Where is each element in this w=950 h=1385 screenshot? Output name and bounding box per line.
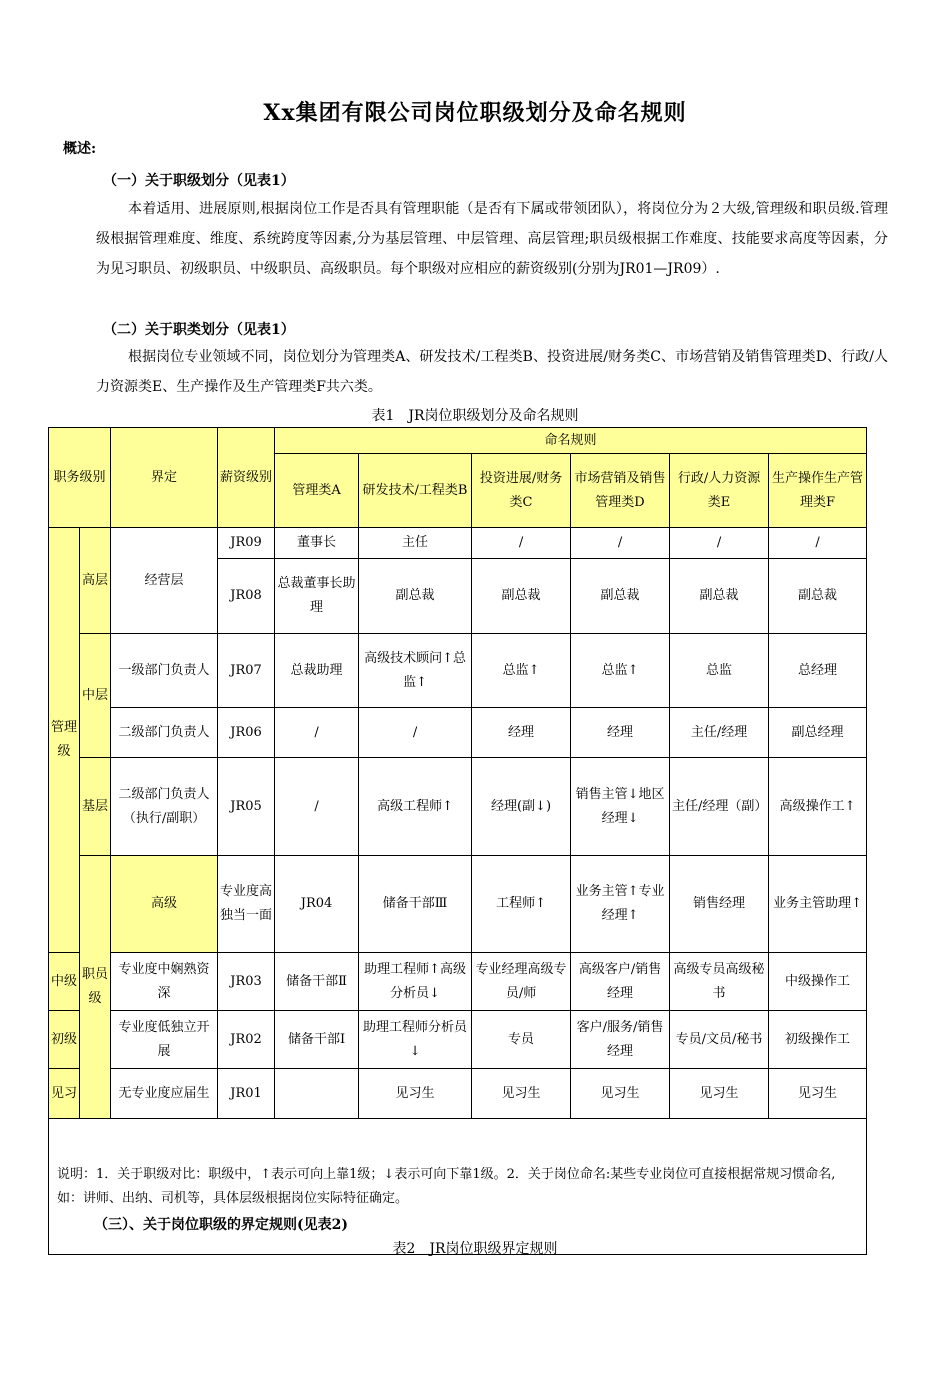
cell: 中级操作工 bbox=[769, 953, 867, 1011]
header-level: 职务级别 bbox=[49, 428, 111, 528]
cell: 储备干部Ⅰ bbox=[275, 1011, 359, 1069]
section-2-heading: （二）关于职类划分（见表1） bbox=[103, 322, 295, 338]
level-middle: 中级 bbox=[49, 953, 80, 1011]
cell: 主任 bbox=[359, 528, 472, 559]
level-intern: 见习 bbox=[49, 1069, 80, 1119]
cell: 经理(副↓) bbox=[472, 758, 571, 856]
header-salary: 薪资级别 bbox=[218, 428, 275, 528]
cell: 客户/服务/销售经理 bbox=[571, 1011, 670, 1069]
cell: 见习生 bbox=[769, 1069, 867, 1119]
table-1-caption: 表1 JR岗位职级划分及命名规则 bbox=[371, 408, 579, 424]
section-1-heading: （一）关于职级划分（见表1） bbox=[103, 173, 295, 189]
cell: 助理工程师↑高级分析员↓ bbox=[359, 953, 472, 1011]
cell: JR09 bbox=[218, 528, 275, 559]
cell: 副总裁 bbox=[571, 559, 670, 634]
cell: JR02 bbox=[218, 1011, 275, 1069]
define-dept2b: 二级部门负责人（执行/副职） bbox=[111, 758, 218, 856]
cell: 专员 bbox=[472, 1011, 571, 1069]
cell: 主任/经理 bbox=[670, 708, 769, 758]
cell: JR08 bbox=[218, 559, 275, 634]
table-note-row bbox=[49, 1119, 867, 1255]
cell: 经理 bbox=[472, 708, 571, 758]
cell: / bbox=[472, 528, 571, 559]
table-row bbox=[49, 1069, 867, 1119]
cell: 见习生 bbox=[670, 1069, 769, 1119]
cell: 总监 bbox=[670, 634, 769, 708]
cell: 总监↑ bbox=[571, 634, 670, 708]
table-2-caption: 表2 JR岗位职级界定规则 bbox=[392, 1241, 558, 1257]
cell: 副总经理 bbox=[769, 708, 867, 758]
level-senior: 高级 bbox=[111, 856, 218, 953]
cell: 储备干部Ⅲ bbox=[359, 856, 472, 953]
group-management: 管理级 bbox=[49, 528, 80, 953]
overview-label: 概述: bbox=[63, 141, 97, 157]
cell: 副总裁 bbox=[472, 559, 571, 634]
level-base: 基层 bbox=[80, 758, 111, 856]
cell: 副总裁 bbox=[359, 559, 472, 634]
define-exec: 经营层 bbox=[111, 528, 218, 634]
cell: 高级技术顾问↑总监↑ bbox=[359, 634, 472, 708]
table-row bbox=[49, 758, 867, 856]
cell: 总裁助理 bbox=[275, 634, 359, 708]
cell bbox=[275, 1069, 359, 1119]
section-2-paragraph: 根据岗位专业领域不同，岗位划分为管理类A、研发技术/工程类B、投资进展/财务类C、市场营销及销售管理类D、行政/人力资源类E、生产操作及生产管理类F共六类。 bbox=[96, 349, 888, 395]
level-junior: 初级 bbox=[49, 1011, 80, 1069]
define-dept2: 二级部门负责人 bbox=[111, 708, 218, 758]
define-intern: 无专业度应届生 bbox=[111, 1069, 218, 1119]
cell: / bbox=[359, 708, 472, 758]
table-row bbox=[49, 953, 867, 1011]
cell: JR07 bbox=[218, 634, 275, 708]
cell: 高级操作工↑ bbox=[769, 758, 867, 856]
cell: 总监↑ bbox=[472, 634, 571, 708]
group-staff: 职员级 bbox=[80, 856, 111, 1119]
table-row bbox=[49, 856, 867, 953]
table-1 bbox=[48, 427, 867, 1255]
cell: 副总裁 bbox=[670, 559, 769, 634]
cell: JR01 bbox=[218, 1069, 275, 1119]
cell: 主任/经理（副） bbox=[670, 758, 769, 856]
cell: 销售主管↓地区经理↓ bbox=[571, 758, 670, 856]
cell: 见习生 bbox=[571, 1069, 670, 1119]
table-row bbox=[49, 528, 867, 559]
table-row bbox=[49, 634, 867, 708]
table-row bbox=[49, 1011, 867, 1069]
header-naming: 命名规则 bbox=[275, 428, 867, 454]
header-define: 界定 bbox=[111, 428, 218, 528]
header-col-c: 投资进展/财务类C bbox=[472, 454, 571, 528]
header-col-f: 生产操作生产管理类F bbox=[769, 454, 867, 528]
cell: 销售经理 bbox=[670, 856, 769, 953]
level-mid: 中层 bbox=[80, 634, 111, 758]
table-row bbox=[49, 708, 867, 758]
define-dept1: 一级部门负责人 bbox=[111, 634, 218, 708]
cell: 总经理 bbox=[769, 634, 867, 708]
header-col-d: 市场营销及销售管理类D bbox=[571, 454, 670, 528]
header-col-a: 管理类A bbox=[275, 454, 359, 528]
cell: 初级操作工 bbox=[769, 1011, 867, 1069]
cell: JR03 bbox=[218, 953, 275, 1011]
cell: 高级专员高级秘书 bbox=[670, 953, 769, 1011]
cell: 储备干部Ⅱ bbox=[275, 953, 359, 1011]
page-title: Xx集团有限公司岗位职级划分及命名规则 bbox=[263, 100, 687, 126]
header-col-b: 研发技术/工程类B bbox=[359, 454, 472, 528]
cell: 助理工程师分析员↓ bbox=[359, 1011, 472, 1069]
cell: 经理 bbox=[571, 708, 670, 758]
cell: 专员/文员/秘书 bbox=[670, 1011, 769, 1069]
section-3-heading: （三）、关于岗位职级的界定规则(见表2) bbox=[94, 1217, 348, 1233]
cell: 高级工程师↑ bbox=[359, 758, 472, 856]
cell: / bbox=[670, 528, 769, 559]
cell: 专业经理高级专员/师 bbox=[472, 953, 571, 1011]
cell: JR05 bbox=[218, 758, 275, 856]
cell: 总裁董事长助理 bbox=[275, 559, 359, 634]
cell: 业务主管↑专业经理↑ bbox=[571, 856, 670, 953]
level-high: 高层 bbox=[80, 528, 111, 634]
cell: 董事长 bbox=[275, 528, 359, 559]
cell: / bbox=[769, 528, 867, 559]
cell: JR06 bbox=[218, 708, 275, 758]
cell: / bbox=[275, 708, 359, 758]
cell: 工程师↑ bbox=[472, 856, 571, 953]
cell: 业务主管助理↑ bbox=[769, 856, 867, 953]
define-junior: 专业度低独立开展 bbox=[111, 1011, 218, 1069]
header-col-e: 行政/人力资源类E bbox=[670, 454, 769, 528]
cell: 副总裁 bbox=[769, 559, 867, 634]
cell: 见习生 bbox=[472, 1069, 571, 1119]
table-note: 说明：1．关于职级对比：职级中，↑表示可向上靠1级；↓表示可向下靠1级。2．关于岗位命名:某些专业岗位可直接根据常规习惯命名,如：讲师、出纳、司机等，具体层级根据岗位实际特征确定。 bbox=[49, 1119, 867, 1255]
cell: 高级客户/销售经理 bbox=[571, 953, 670, 1011]
section-1-paragraph: 本着适用、进展原则,根据岗位工作是否具有管理职能（是否有下属或带领团队），将岗位分为２大级,管理级和职员级.管理级根据管理难度、维度、系统跨度等因素,分为基层管理、中层管理、高层管理;职员级根据工作难度、技能要求高度等因素，分为见习职员、初级职员、中级职员、高级职员。每个职级对应相应的薪资级别(分别为JR01—JR09）. bbox=[96, 201, 888, 277]
cell: / bbox=[275, 758, 359, 856]
cell: / bbox=[571, 528, 670, 559]
define-middle: 专业度中娴熟资深 bbox=[111, 953, 218, 1011]
cell: JR04 bbox=[275, 856, 359, 953]
cell: 见习生 bbox=[359, 1069, 472, 1119]
define-senior: 专业度高独当一面 bbox=[218, 856, 275, 953]
